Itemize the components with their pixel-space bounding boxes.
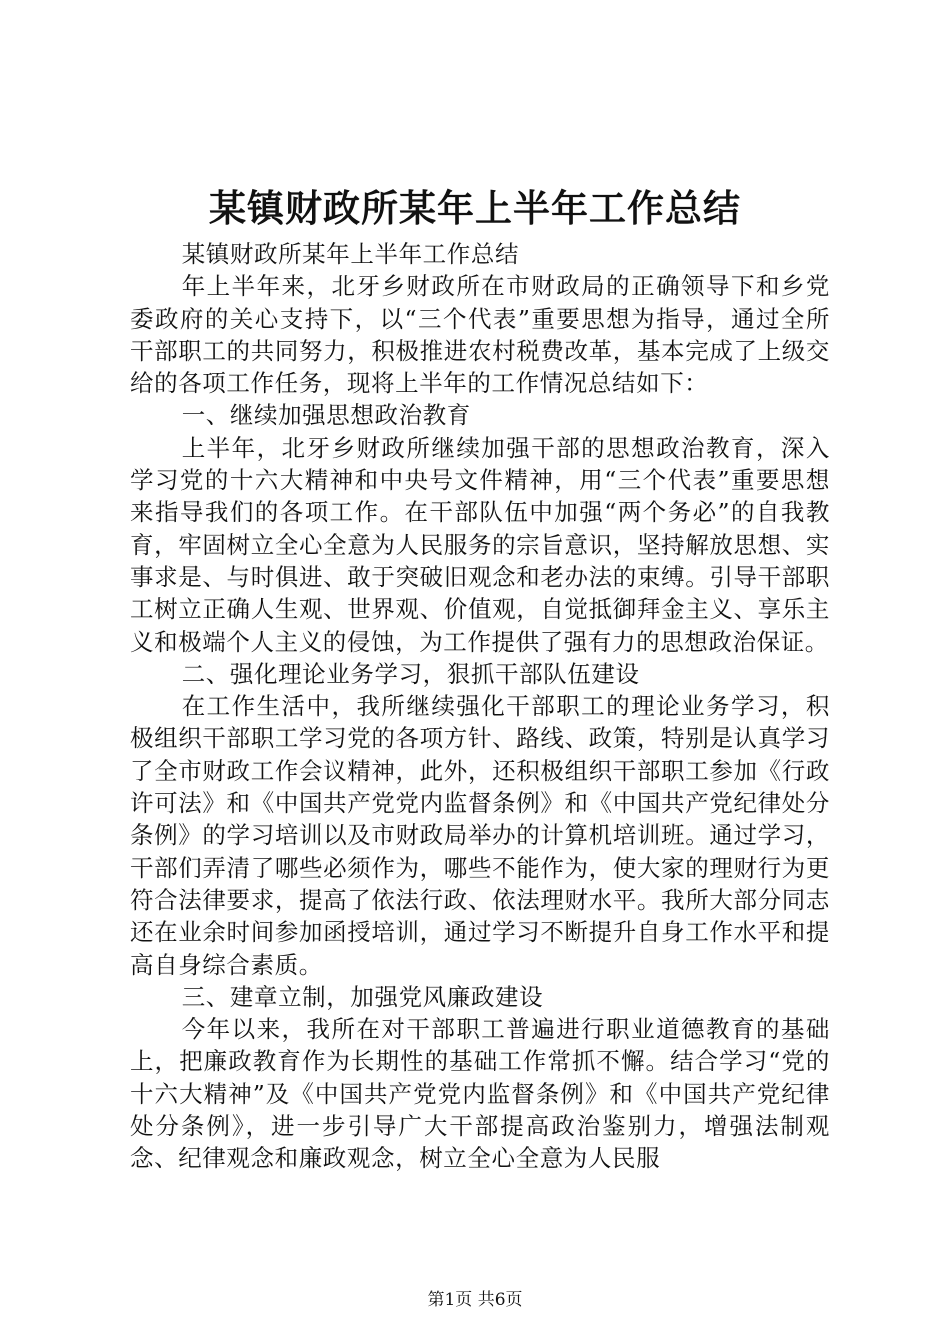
section-1-paragraph: 上半年，北牙乡财政所继续加强干部的思想政治教育，深入学习党的十六大精神和中央号文件精神，用“三个代表”重要思想来指导我们的各项工作。在干部队伍中加强“两个务必”的自我教育，牢固树立全心全意为人民服务的宗旨意识，坚持解放思想、实事求是、与时俱进、敢于突破旧观念和老办法的束缚。引导干部职工树立正确人生观、世界观、价值观，自觉抵御拜金主义、享乐主义和极端个人主义的侵蚀，为工作提供了强有力的思想政治保证。 xyxy=(130,433,830,656)
page-number-footer: 第1页 共6页 xyxy=(427,1290,523,1310)
section-heading-3: 三、建章立制，加强党风廉政建设 xyxy=(181,982,544,1011)
section-3-paragraph: 今年以来，我所在对干部职工普遍进行职业道德教育的基础上，把廉政教育作为长期性的基础工作常抓不懈。结合学习“党的十六大精神”及《中国共产党党内监督条例》和《中国共产党纪律处分条例》，进一步引导广大干部提高政治鉴别力，增强法制观念、纪律观念和廉政观念，树立全心全意为人民服 xyxy=(130,1015,830,1173)
section-heading-2: 二、强化理论业务学习，狠抓干部队伍建设 xyxy=(181,659,640,688)
subtitle-paragraph: 某镇财政所某年上半年工作总结 xyxy=(181,240,520,268)
section-heading-1: 一、继续加强思想政治教育 xyxy=(181,401,471,430)
intro-paragraph: 年上半年来，北牙乡财政所在市财政局的正确领导下和乡党委政府的关心支持下，以“三个代表”重要思想为指导，通过全所干部职工的共同努力，积极推进农村税费改革，基本完成了上级交给的各项工作任务，现将上半年的工作情况总结如下： xyxy=(130,272,830,398)
document-body xyxy=(130,238,830,1175)
section-2-paragraph: 在工作生活中，我所继续强化干部职工的理论业务学习，积极组织干部职工学习党的各项方针、路线、政策，特别是认真学习了全市财政工作会议精神，此外，还积极组织干部职工参加《行政许可法》和《中国共产党党内监督条例》和《中国共产党纪律处分条例》的学习培训以及市财政局举办的计算机培训班。通过学习，干部们弄清了哪些必须作为，哪些不能作为，使大家的理财行为更符合法律要求，提高了依法行政、依法理财水平。我所大部分同志还在业余时间参加函授培训，通过学习不断提升自身工作水平和提高自身综合素质。 xyxy=(130,692,830,979)
document-title: 某镇财政所某年上半年工作总结 xyxy=(209,186,741,230)
